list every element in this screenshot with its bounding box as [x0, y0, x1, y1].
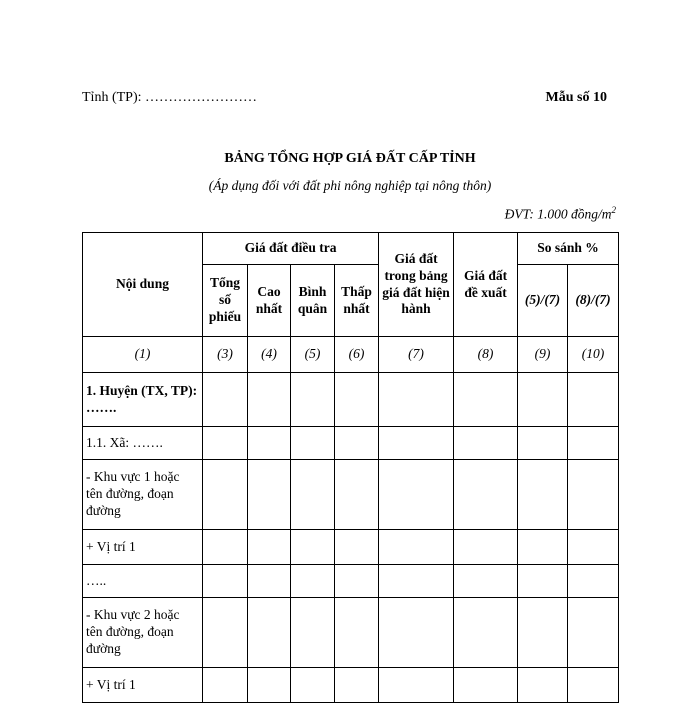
empty-cell — [518, 427, 568, 460]
empty-cell — [291, 460, 335, 530]
empty-cell — [335, 373, 379, 427]
row-content-cell: + Vị trí 1 — [83, 668, 203, 703]
empty-cell — [335, 427, 379, 460]
empty-cell — [568, 565, 619, 598]
form-number: Mẫu số 10 — [545, 90, 607, 105]
empty-cell — [454, 427, 518, 460]
empty-cell — [518, 598, 568, 668]
empty-cell — [335, 460, 379, 530]
empty-cell — [203, 598, 248, 668]
empty-cell — [335, 598, 379, 668]
col-header-total-forms: Tổng số phiếu — [203, 265, 248, 337]
empty-cell — [291, 668, 335, 703]
table-row — [83, 427, 619, 460]
empty-cell — [291, 565, 335, 598]
empty-cell — [291, 598, 335, 668]
empty-cell — [518, 460, 568, 530]
table-row — [83, 668, 619, 703]
empty-cell — [454, 565, 518, 598]
col-header-survey-group: Giá đất điều tra — [203, 233, 379, 265]
table-body — [83, 337, 619, 703]
col-header-ratio-8-7: (8)/(7) — [568, 265, 619, 337]
empty-cell — [518, 530, 568, 565]
index-cell: (5) — [291, 337, 335, 373]
table-row — [83, 460, 619, 530]
empty-cell — [248, 530, 291, 565]
empty-cell — [203, 668, 248, 703]
index-row — [83, 337, 619, 373]
empty-cell — [335, 565, 379, 598]
empty-cell — [291, 427, 335, 460]
empty-cell — [291, 530, 335, 565]
row-content-cell: 1. Huyện (TX, TP): ……. — [83, 373, 203, 427]
empty-cell — [568, 668, 619, 703]
empty-cell — [568, 598, 619, 668]
empty-cell — [379, 530, 454, 565]
empty-cell — [248, 598, 291, 668]
table-row — [83, 530, 619, 565]
empty-cell — [454, 530, 518, 565]
empty-cell — [568, 427, 619, 460]
empty-cell — [379, 373, 454, 427]
col-header-highest: Cao nhất — [248, 265, 291, 337]
index-cell: (10) — [568, 337, 619, 373]
empty-cell — [203, 373, 248, 427]
unit-text: ĐVT: 1.000 đồng/m — [504, 206, 612, 222]
empty-cell — [335, 530, 379, 565]
empty-cell — [248, 460, 291, 530]
index-cell: (7) — [379, 337, 454, 373]
row-content-cell: - Khu vực 2 hoặc tên đường, đoạn đường — [83, 598, 203, 668]
empty-cell — [248, 427, 291, 460]
index-cell: (3) — [203, 337, 248, 373]
province-label: Tỉnh (TP): …………………… — [82, 90, 257, 105]
index-cell: (6) — [335, 337, 379, 373]
empty-cell — [203, 565, 248, 598]
empty-cell — [518, 565, 568, 598]
empty-cell — [454, 598, 518, 668]
table-row — [83, 373, 619, 427]
empty-cell — [248, 565, 291, 598]
empty-cell — [203, 427, 248, 460]
row-content-cell: + Vị trí 1 — [83, 530, 203, 565]
empty-cell — [248, 668, 291, 703]
empty-cell — [379, 668, 454, 703]
empty-cell — [518, 373, 568, 427]
empty-cell — [379, 598, 454, 668]
empty-cell — [568, 373, 619, 427]
table-row — [83, 598, 619, 668]
empty-cell — [454, 460, 518, 530]
document-title: BẢNG TỔNG HỢP GIÁ ĐẤT CẤP TỈNH — [224, 151, 476, 166]
document-subtitle: (Áp dụng đối với đất phi nông nghiệp tại nông thôn) — [208, 178, 492, 193]
empty-cell — [248, 373, 291, 427]
col-header-lowest: Thấp nhất — [335, 265, 379, 337]
empty-cell — [454, 373, 518, 427]
price-summary-table — [82, 232, 619, 703]
empty-cell — [203, 530, 248, 565]
empty-cell — [379, 427, 454, 460]
row-content-cell: ….. — [83, 565, 203, 598]
empty-cell — [518, 668, 568, 703]
empty-cell — [568, 460, 619, 530]
empty-cell — [454, 668, 518, 703]
header-line — [82, 90, 607, 110]
unit-label — [505, 205, 616, 223]
col-header-content: Nội dung — [83, 233, 203, 337]
empty-cell — [203, 460, 248, 530]
empty-cell — [335, 668, 379, 703]
empty-cell — [379, 565, 454, 598]
row-content-cell: 1.1. Xã: ……. — [83, 427, 203, 460]
index-cell: (4) — [248, 337, 291, 373]
col-header-ratio-5-7: (5)/(7) — [518, 265, 568, 337]
unit-superscript: 2 — [611, 205, 616, 215]
empty-cell — [379, 460, 454, 530]
col-header-proposed: Giá đất đề xuất — [454, 233, 518, 337]
col-header-compare-group: So sánh % — [518, 233, 619, 265]
col-header-current-price: Giá đất trong bảng giá đất hiện hành — [379, 233, 454, 337]
table-row — [83, 565, 619, 598]
empty-cell — [291, 373, 335, 427]
index-cell: (9) — [518, 337, 568, 373]
col-header-average: Bình quân — [291, 265, 335, 337]
index-cell: (8) — [454, 337, 518, 373]
index-cell: (1) — [83, 337, 203, 373]
empty-cell — [568, 530, 619, 565]
row-content-cell: - Khu vực 1 hoặc tên đường, đoạn đường — [83, 460, 203, 530]
